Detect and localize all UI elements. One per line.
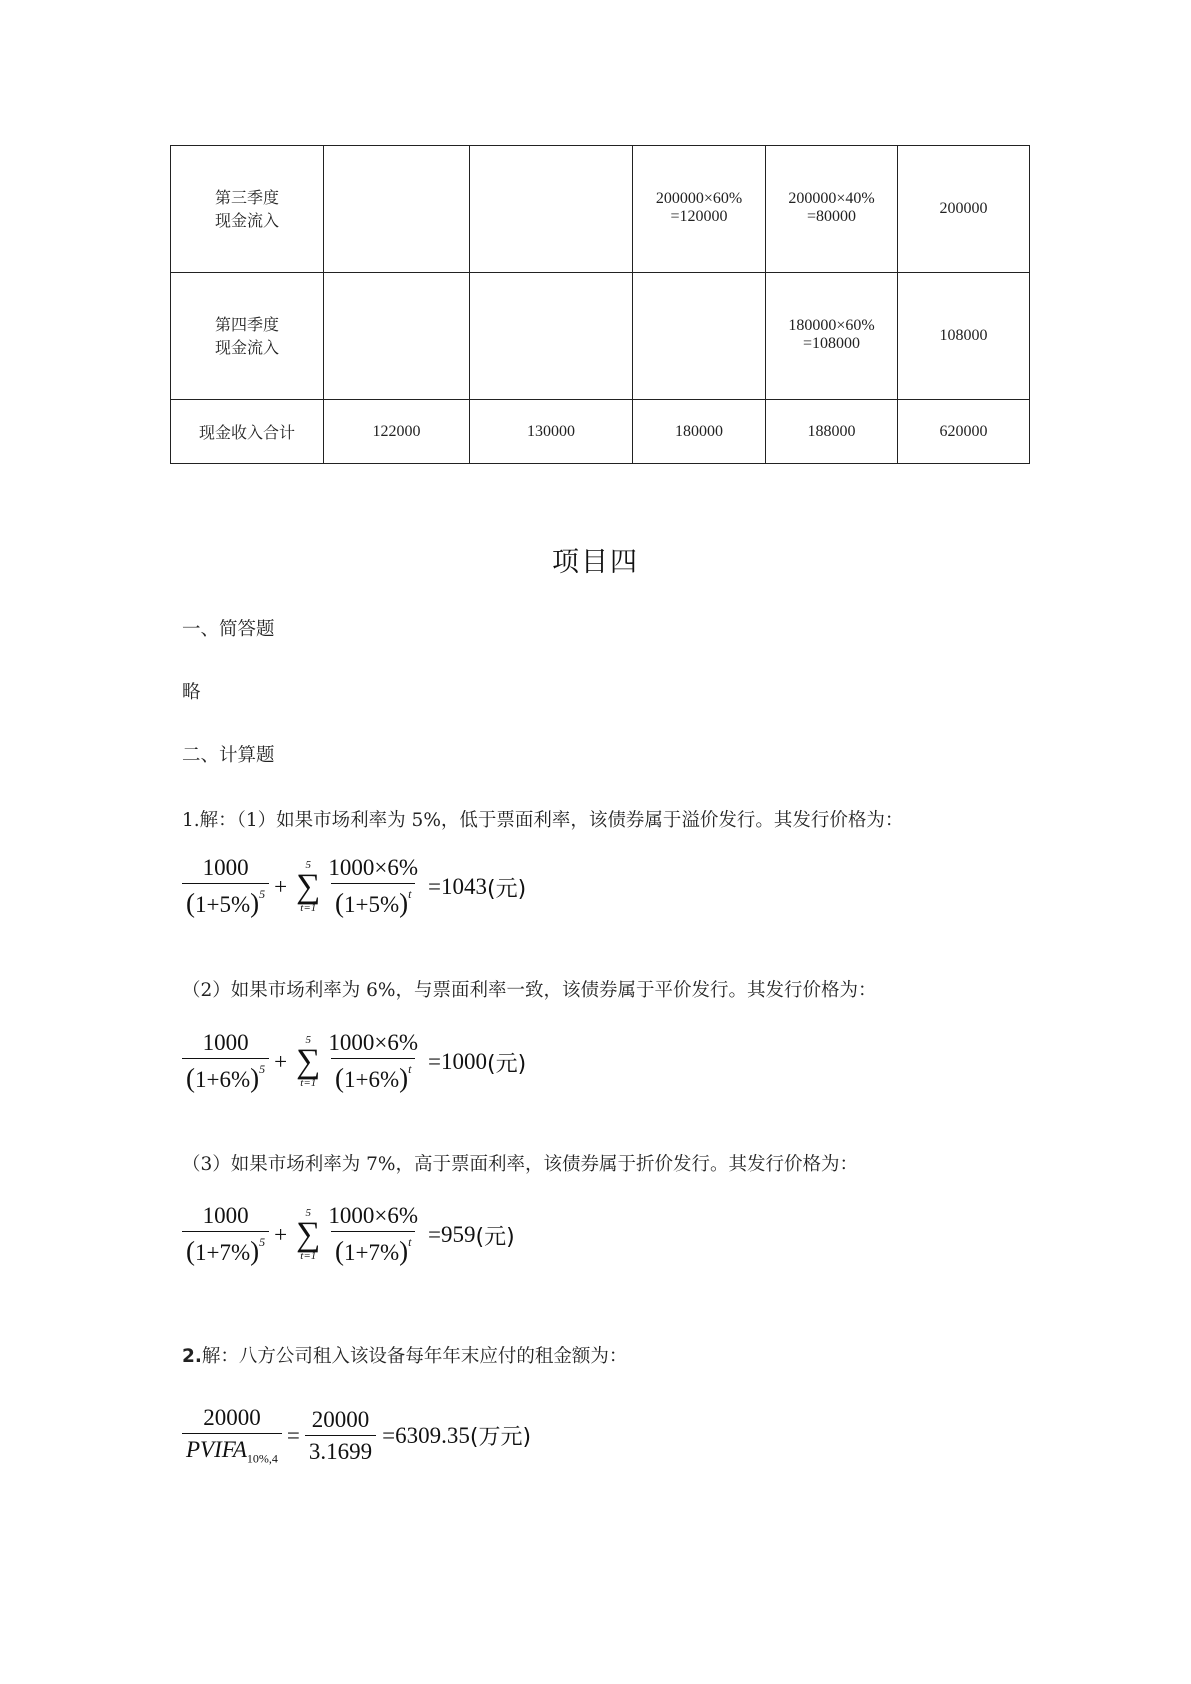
row-label-cell: [171, 146, 324, 273]
table-row-q4: [171, 273, 1030, 400]
empty-cell: [470, 146, 633, 273]
q1-line-2: （2）如果市场利率为 6%，与票面利率一致，该债券属于平价发行。其发行价格为：: [182, 980, 877, 1001]
numerator: 20000: [311, 1406, 370, 1432]
q2-line: [182, 1342, 627, 1368]
empty-cell: [324, 273, 470, 400]
table-cell-total: 108000: [898, 273, 1030, 400]
table-cell: [766, 273, 898, 400]
table-cell: [633, 146, 766, 273]
row-label-line2: 现金流入: [214, 213, 279, 230]
plus-sign: +: [274, 874, 288, 899]
fraction: [324, 855, 422, 919]
formula-result: =1043: [428, 874, 488, 899]
table-cell: 188000: [766, 400, 898, 464]
formula-4: [182, 1405, 531, 1467]
section-title: 项目四: [552, 547, 639, 578]
table-cell: 122000: [324, 400, 470, 464]
unit: (元): [487, 876, 527, 902]
q1-line-3: （3）如果市场利率为 7%，高于票面利率，该债券属于折价发行。其发行价格为：: [182, 1154, 859, 1175]
cell-result: =80000: [806, 208, 857, 225]
numerator: 1000: [202, 1030, 249, 1055]
formula-result: =6309.35: [382, 1422, 470, 1448]
fraction: [182, 855, 269, 919]
heading-calculation: 二、计算题: [182, 745, 275, 766]
denominator: $(1+7\%)^5$: [182, 1231, 269, 1267]
formula-result: =959: [428, 1222, 476, 1247]
empty-cell: [633, 273, 766, 400]
denominator: $(1+6\%)^5$: [182, 1058, 269, 1094]
empty-cell: [324, 146, 470, 273]
table-cell: [766, 146, 898, 273]
summation: 5 ∑ t=1: [296, 1033, 321, 1090]
cell-formula: 200000×40%: [788, 190, 875, 207]
fraction: [182, 1030, 269, 1094]
numerator: 1000: [202, 855, 249, 880]
cell-result: =108000: [802, 335, 861, 352]
denominator: 3.1699: [305, 1435, 376, 1465]
cash-receipts-table: [170, 145, 1030, 464]
cell-result: =120000: [670, 208, 728, 225]
fraction: [324, 1203, 422, 1267]
unit: (元): [487, 1051, 527, 1077]
table-cell-total: 200000: [898, 146, 1030, 273]
q2-prefix: 2.: [182, 1346, 202, 1367]
table-cell: 180000: [633, 400, 766, 464]
summation: 5 ∑ t=1: [296, 858, 321, 915]
plus-sign: +: [274, 1222, 288, 1247]
formula-3: [182, 1203, 515, 1267]
formula-2: [182, 1030, 526, 1094]
fraction: [324, 1030, 422, 1094]
unit: (元): [475, 1224, 515, 1250]
fraction: [182, 1405, 282, 1467]
q2-text: 解：八方公司租入该设备每年年末应付的租金额为：: [201, 1346, 628, 1367]
row-label-line2: 现金流入: [214, 340, 279, 357]
denominator: $PVIFA_{10\%,4}$: [182, 1433, 282, 1467]
numerator: 1000: [202, 1203, 249, 1228]
summation: 5 ∑ t=1: [296, 1206, 321, 1263]
denominator: $(1+6\%)^t$: [331, 1058, 416, 1094]
denominator: $(1+5\%)^t$: [331, 883, 416, 919]
heading-short-answer: 一、简答题: [182, 619, 275, 640]
equals-sign: =: [286, 1422, 300, 1448]
table-cell: 620000: [898, 400, 1030, 464]
short-answer-text: 略: [182, 682, 201, 703]
numerator: 1000×6%: [328, 1030, 419, 1055]
table-row-q3: [171, 146, 1030, 273]
row-label-line1: 第四季度: [214, 317, 279, 334]
numerator: 1000×6%: [328, 1203, 419, 1228]
denominator: $(1+5\%)^5$: [182, 883, 269, 919]
formula-1: [182, 855, 526, 919]
table-cell: 130000: [470, 400, 633, 464]
plus-sign: +: [274, 1049, 288, 1074]
row-label-line1: 第三季度: [214, 190, 279, 207]
row-label-cell: 现金收入合计: [171, 400, 324, 464]
cell-formula: 200000×60%: [655, 190, 743, 207]
q1-line-1: [182, 806, 903, 832]
unit: (万元): [469, 1425, 532, 1451]
cell-formula: 180000×60%: [788, 317, 875, 334]
fraction: [182, 1203, 269, 1267]
q1-text-1: （1）如果市场利率为 5%，低于票面利率，该债券属于溢价发行。其发行价格为：: [236, 810, 904, 831]
empty-cell: [470, 273, 633, 400]
formula-result: =1000: [428, 1049, 488, 1074]
table-row-total: [171, 400, 1030, 464]
denominator: $(1+7\%)^t$: [331, 1231, 416, 1267]
numerator: 20000: [203, 1405, 261, 1430]
q1-prefix: 1.解：: [182, 810, 237, 831]
numerator: 1000×6%: [328, 855, 419, 880]
fraction: [305, 1407, 376, 1465]
row-label-cell: [171, 273, 324, 400]
